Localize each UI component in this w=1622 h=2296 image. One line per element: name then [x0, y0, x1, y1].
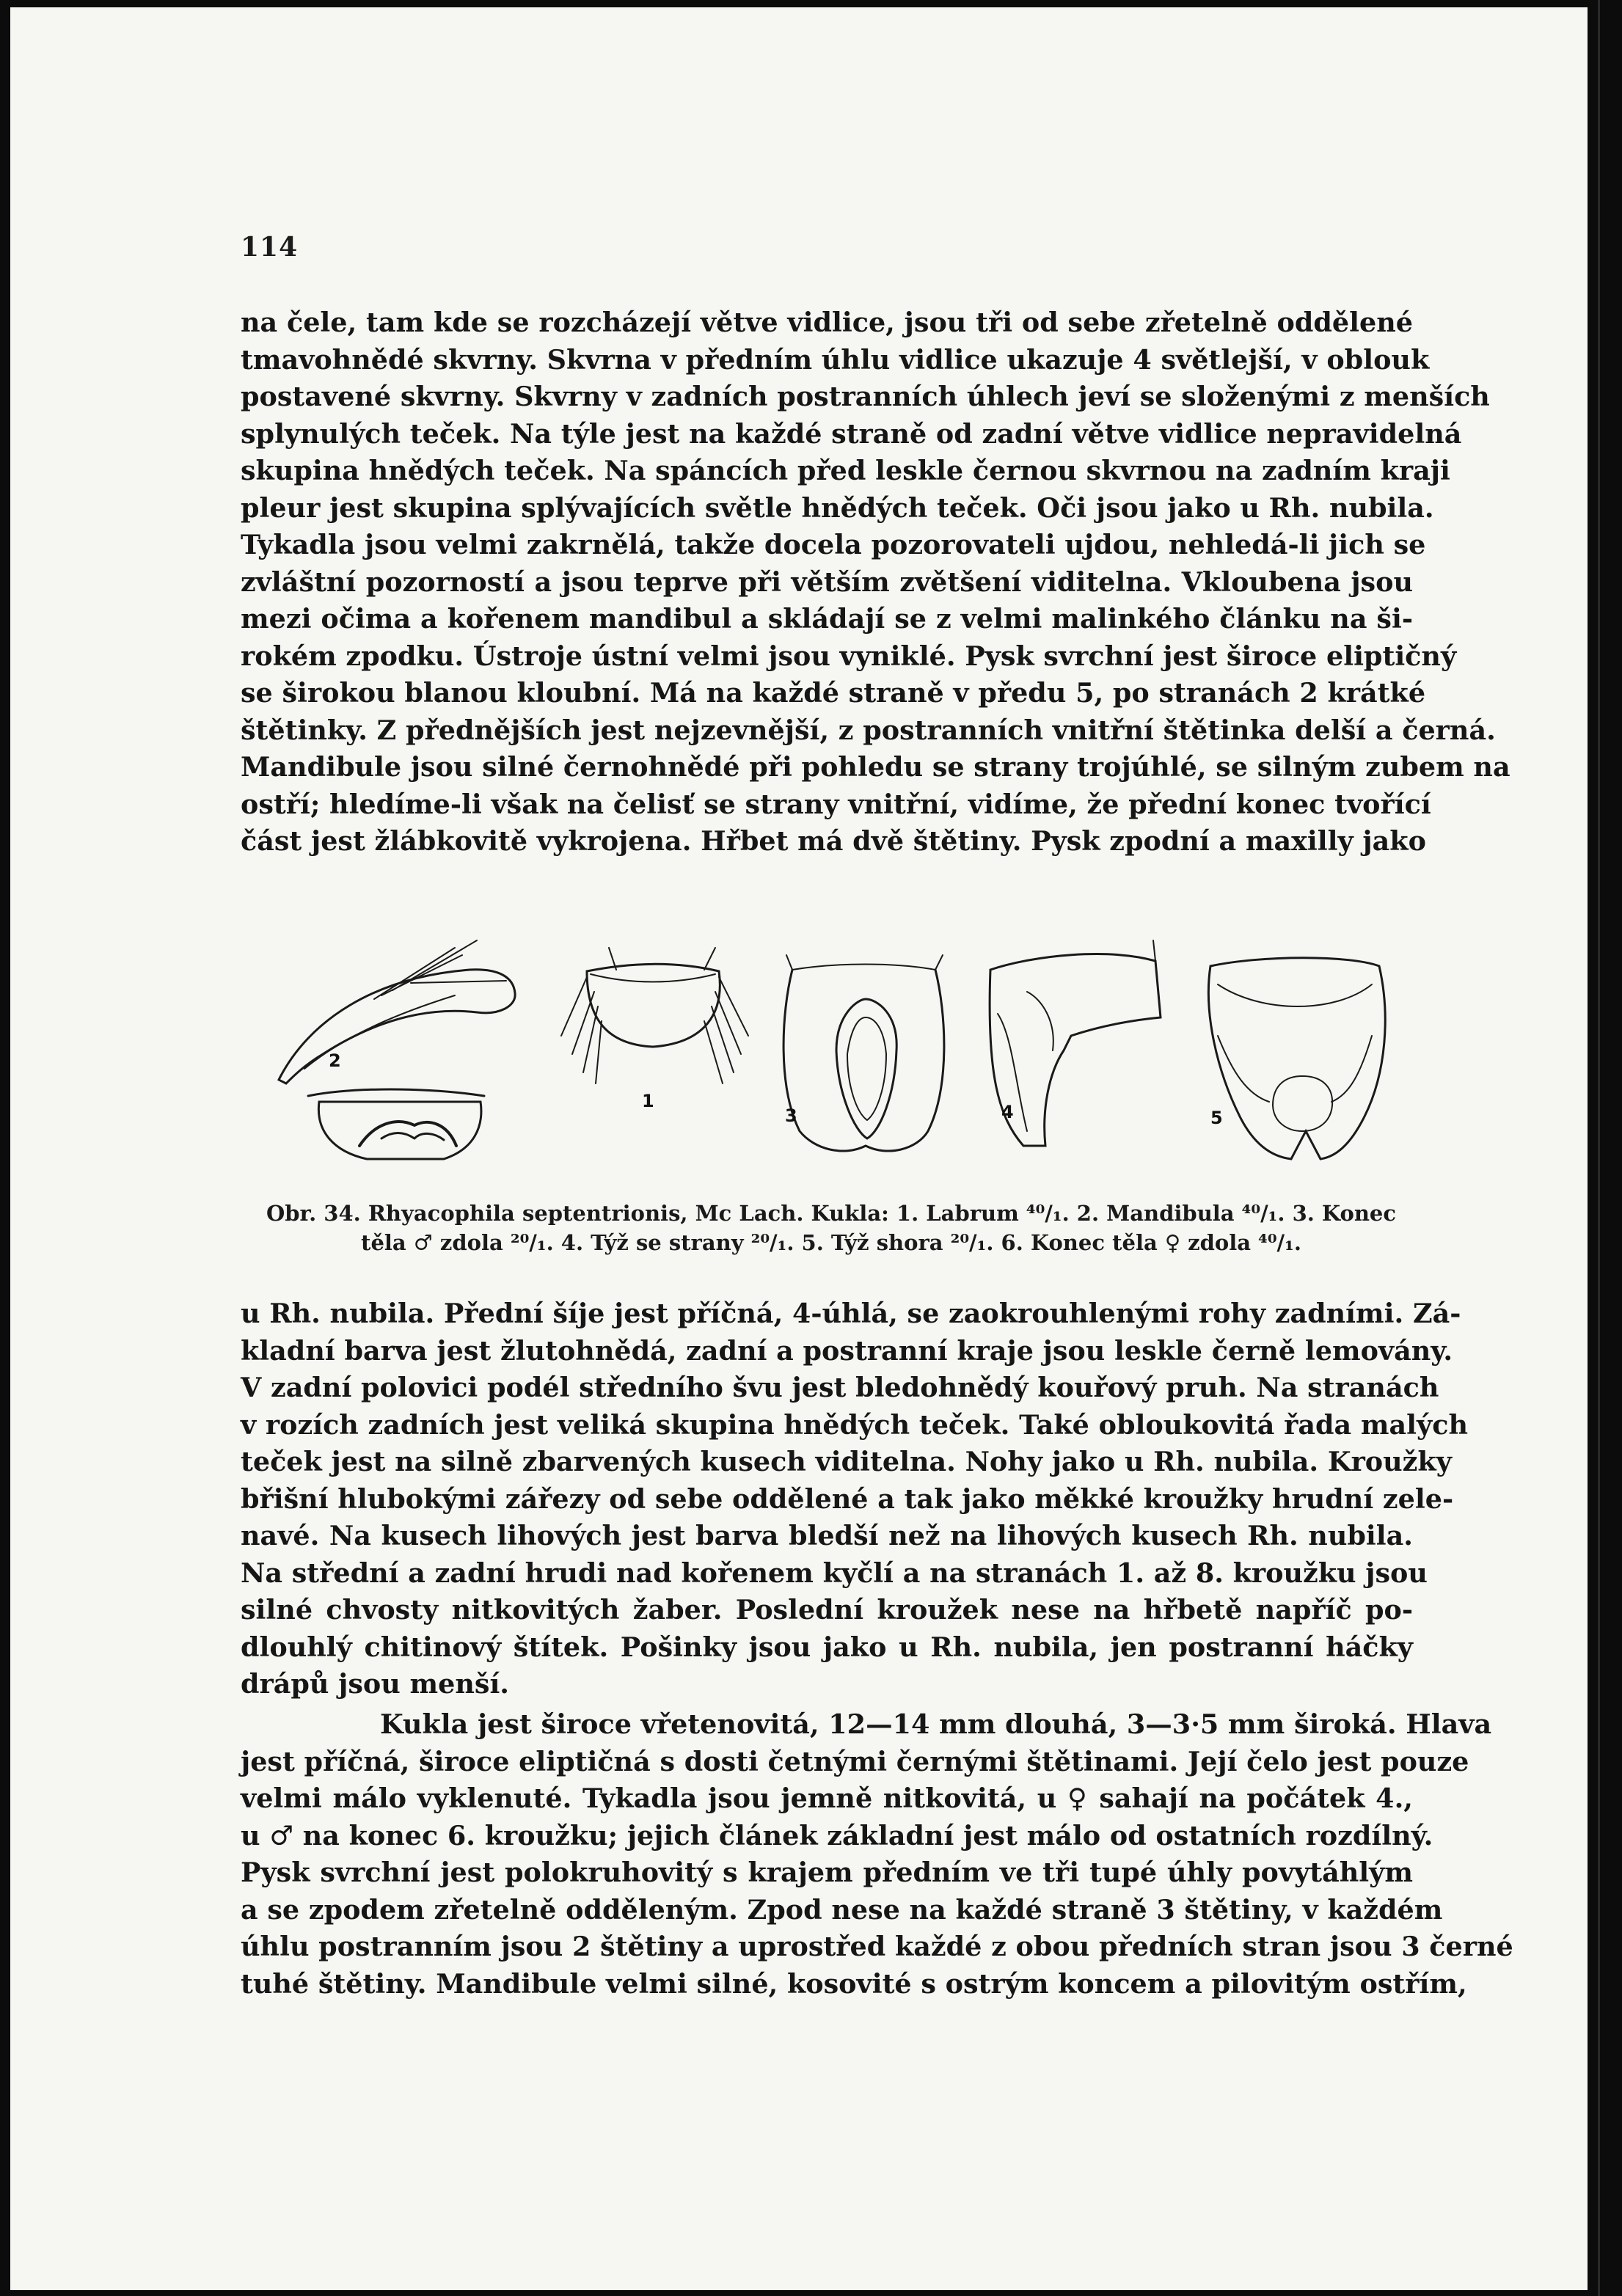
paragraph-2 — [241, 1295, 1469, 1703]
caption-line: těla ♂ zdola ²⁰/₁. 4. Týž se strany ²⁰/₁. 5. Týž shora ²⁰/₁. 6. Konec těla ♀ zdola ⁴⁰/₁. — [361, 1230, 1301, 1255]
text-line: u ♂ na konec 6. kroužku; jejich článek základní jest málo od ostatních rozdílný. — [241, 1819, 1433, 1851]
text-line: Na střední a zadní hrudi nad kořenem kyčlí a na stranách 1. až 8. kroužku jsou — [241, 1557, 1428, 1589]
text-line: drápů jsou menší. — [241, 1668, 510, 1700]
mandibula-drawing — [279, 940, 515, 1159]
abdomen-end-dorsal-drawing — [1208, 958, 1385, 1159]
page-edge-line — [1598, 0, 1600, 2296]
figure-label: 3 — [785, 1105, 797, 1126]
text-line: navé. Na kusech lihových jest barva bledší než na lihových kusech Rh. nubila. — [241, 1520, 1413, 1551]
text-line: skupina hnědých teček. Na spáncích před leskle černou skvrnou na zadním kraji — [241, 455, 1450, 486]
text-line: teček jest na silně zbarvených kusech viditelna. Nohy jako u Rh. nubila. Kroužky — [241, 1446, 1452, 1477]
text-line: dlouhlý chitinový štítek. Pošinky jsou jako u Rh. nubila, jen postranní háčky — [241, 1631, 1413, 1663]
text-line: jest příčná, široce eliptičná s dosti četnými černými štětinami. Její čelo jest pouze — [241, 1745, 1469, 1777]
text-line: se širokou blanou kloubní. Má na každé straně v předu 5, po stranách 2 krátké — [241, 677, 1426, 709]
abdomen-end-ventral-drawing — [783, 955, 944, 1151]
text-line: tuhé štětiny. Mandibule velmi silné, kosovité s ostrým koncem a pilovitým ostřím, — [241, 1967, 1467, 2000]
text-line: u Rh. nubila. Přední šíje jest příčná, 4-úhlá, se zaokrouhlenými rohy zadními. Zá- — [241, 1298, 1461, 1329]
text-line: splynulých teček. Na týle jest na každé straně od zadní větve vidlice nepravidelná — [241, 417, 1462, 450]
text-line: břišní hlubokými zářezy od sebe oddělené a tak jako měkké kroužky hrudní zele- — [241, 1482, 1454, 1515]
text-line: mezi očima a kořenem mandibul a skládají se z velmi malinkého článku na ši- — [241, 603, 1413, 635]
figure-label: 2 — [329, 1050, 341, 1071]
text-line: Tykadla jsou velmi zakrnělá, takže docela pozorovateli ujdou, nehledá-li jich se — [241, 529, 1426, 560]
text-line: postavené skvrny. Skvrny v zadních postranních úhlech jeví se složenými z menších — [241, 381, 1490, 412]
figure-label: 1 — [642, 1091, 654, 1111]
text-line: úhlu postranním jsou 2 štětiny a uprostřed každé z obou předních stran jsou 3 černé — [241, 1931, 1513, 1962]
text-line: silné chvosty nitkovitých žaber. Poslední kroužek nese na hřbetě napříč po- — [241, 1594, 1413, 1626]
figure-caption — [255, 1199, 1407, 1257]
paragraph-1 — [241, 304, 1510, 860]
figure-34 — [264, 926, 1409, 1168]
labrum-drawing — [561, 948, 748, 1083]
paragraph-3 — [241, 1706, 1513, 2003]
text-line: a se zpodem zřetelně odděleným. Zpod nese na každé straně 3 štětiny, v každém — [241, 1893, 1443, 1926]
caption-line: Obr. 34. Rhyacophila septentrionis, Mc Lach. Kukla: 1. Labrum ⁴⁰/₁. 2. Mandibula ⁴⁰/₁. 3. Konec — [266, 1201, 1397, 1226]
text-line: část jest žlábkovitě vykrojena. Hřbet má dvě štětiny. Pysk zpodní a maxilly jako — [241, 825, 1426, 857]
text-line: ostří; hledíme-li však na čelisť se strany vnitřní, vidíme, že přední konec tvořící — [241, 788, 1431, 820]
text-line: rokém zpodku. Ústroje ústní velmi jsou vyniklé. Pysk svrchní jest široce eliptičný — [241, 640, 1457, 672]
text-line: Mandibule jsou silné černohnědé při pohledu se strany trojúhlé, se silným zubem na — [241, 751, 1510, 783]
figure-drawings — [264, 926, 1409, 1168]
text-line: velmi málo vyklenuté. Tykadla jsou jemně nitkovitá, u ♀ sahají na počátek 4., — [241, 1783, 1413, 1814]
text-line: Pysk svrchní jest polokruhovitý s krajem předním ve tři tupé úhly povytáhlým — [241, 1857, 1413, 1888]
text-line: kladní barva jest žlutohnědá, zadní a postranní kraje jsou leskle černě lemovány. — [241, 1334, 1453, 1367]
text-line: na čele, tam kde se rozcházejí větve vidlice, jsou tři od sebe zřetelně oddělené — [241, 307, 1413, 338]
text-line: tmavohnědé skvrny. Skvrna v předním úhlu vidlice ukazuje 4 světlejší, v oblouk — [241, 343, 1430, 376]
figure-label: 5 — [1210, 1108, 1223, 1128]
page-number: 114 — [241, 232, 299, 263]
text-line: štětinky. Z přednějších jest nejzevnější, z postranních vnitřní štětinka delší a černá. — [241, 714, 1496, 746]
text-line: v rozích zadních jest veliká skupina hnědých teček. Také obloukovitá řada malých — [241, 1408, 1469, 1441]
figure-label: 4 — [1001, 1102, 1014, 1122]
text-line: V zadní polovici podél středního švu jest bledohnědý kouřový pruh. Na stranách — [241, 1372, 1439, 1403]
text-line: zvláštní pozorností a jsou teprve při větším zvětšení viditelna. Vkloubena jsou — [241, 566, 1413, 598]
text-line: Kukla jest široce vřetenovitá, 12—14 mm dlouhá, 3—3·5 mm široká. Hlava — [380, 1708, 1492, 1740]
text-line: pleur jest skupina splývajících světle hnědých teček. Oči jsou jako u Rh. nubila. — [241, 491, 1434, 524]
abdomen-end-lateral-drawing — [990, 940, 1161, 1146]
